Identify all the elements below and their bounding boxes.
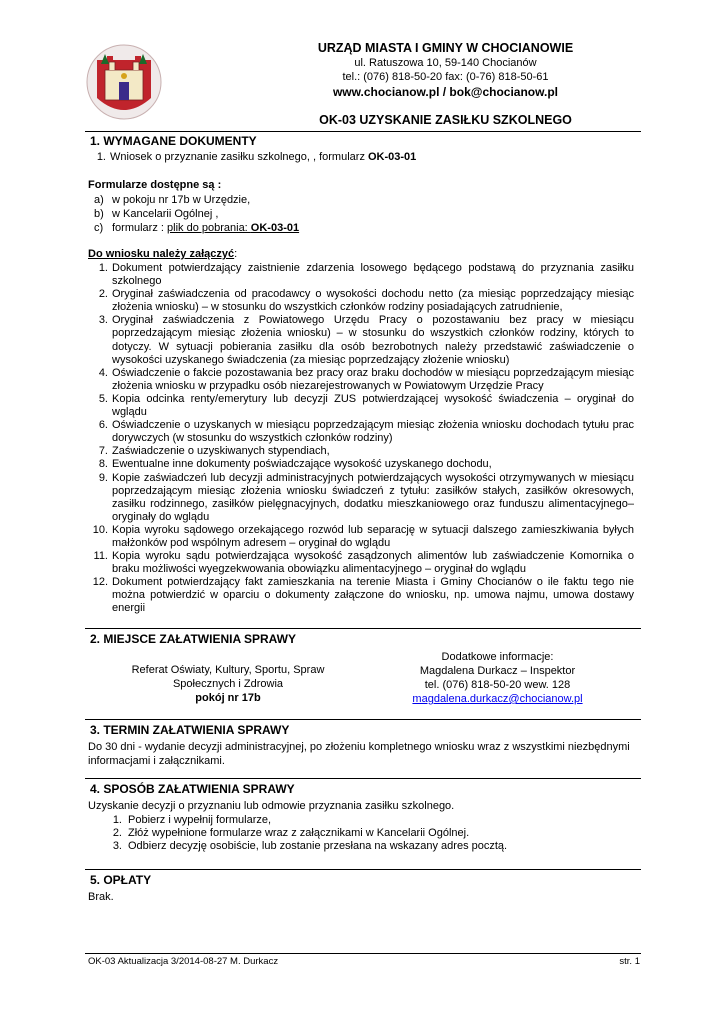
item-number: 1. xyxy=(98,262,108,274)
office-phone: tel.: (076) 818-50-20 fax: (0-76) 818-50-61 xyxy=(342,71,549,83)
section-2-title: 2. MIEJSCE ZAŁATWIENIA SPRAWY xyxy=(90,632,297,646)
item-number: b) xyxy=(94,208,104,220)
item-text: Pobierz i wypełnij formularze, xyxy=(128,814,272,826)
item-text: Oryginał zaświadczenia od pracodawcy o wysokości dochodu netto (za miesiąc poprzedzający miesiąc złożenia wniosku) – w stosunku do wszystkich członków rodziny posiadających zatrudnienie, xyxy=(112,288,634,314)
item-text: Kopia wyroku sądowego orzekającego rozwód lub separację w sytuacji dalszego zamieszkiwania byłych małżonków pod wspólnym adresem – oryginał do wglądu xyxy=(112,523,634,549)
forms-heading: Formularze dostępne są : xyxy=(88,179,222,191)
item-number: a) xyxy=(94,194,104,206)
item-text: Oryginał zaświadczenia z Powiatowego Urzędu Pracy o pozostawaniu bez pracy w miesiącu poprzedzającym miesiąc złożenia wniosku) – w stosunku do wszystkich członków rodziny, których to dotyczy. W sytuacji pobierania zasiłku dla osób bezrobotnych należy przedstawić zaświadczenie o wysokości uzyskanego świadczenia (za miesiąc poprzedzający złożenie wniosku) xyxy=(112,314,634,366)
office-address: ul. Ratuszowa 10, 59-140 Chocianów xyxy=(354,57,537,69)
department-line-1: Referat Oświaty, Kultury, Sportu, Spraw xyxy=(131,664,325,676)
office-header xyxy=(178,40,713,127)
list-item xyxy=(94,193,646,207)
office-web[interactable]: www.chocianow.pl xyxy=(332,85,440,99)
section-divider xyxy=(85,628,641,629)
item-number: 6. xyxy=(98,419,108,432)
list-item xyxy=(90,262,634,288)
list-item xyxy=(90,840,642,853)
footer-divider xyxy=(85,953,641,954)
coat-of-arms-emblem xyxy=(85,40,163,124)
list-item xyxy=(90,827,642,840)
form-c-prefix: formularz : xyxy=(112,222,168,234)
list-item xyxy=(90,550,634,576)
item-number: 12. xyxy=(92,576,108,589)
page-footer xyxy=(88,956,640,967)
item-number: 5. xyxy=(98,392,108,405)
item-number: 2. xyxy=(98,288,108,301)
item-text: Odbierz decyzję osobiście, lub zostanie przesłana na wskazany adres pocztą. xyxy=(128,840,508,853)
item-text: Złóż wypełnione formularze wraz z załącznikami w Kancelarii Ogólnej. xyxy=(128,827,470,840)
contact-name: Magdalena Durkacz – Inspektor xyxy=(419,665,576,677)
section-1-title: 1. WYMAGANE DOKUMENTY xyxy=(90,134,257,148)
list-item xyxy=(94,207,646,221)
page-number: str. 1 xyxy=(619,956,640,967)
card-title: OK-03 UZYSKANIE ZASIŁKU SZKOLNEGO xyxy=(319,113,572,127)
item-number: 11. xyxy=(93,550,108,563)
department-line-2: Społecznych i Zdrowia xyxy=(172,678,284,690)
web-separator: / xyxy=(439,85,450,99)
item-text: Zaświadczenie o uzyskiwanych stypendiach, xyxy=(112,445,330,458)
item-number: 1. xyxy=(96,151,106,163)
item-text: Kopia odcinka renty/emerytury lub decyzji ZUS potwierdzającej wysokość świadczenia – oryginał do wglądu xyxy=(112,392,634,419)
required-documents xyxy=(88,151,640,164)
office-email[interactable]: bok@chocianow.pl xyxy=(449,85,559,99)
contact-phone: tel. (076) 818-50-20 wew. 128 xyxy=(424,679,571,691)
section-divider xyxy=(85,778,641,779)
list-item xyxy=(90,576,634,615)
contact-email-link[interactable]: magdalena.durkacz@chocianow.pl xyxy=(412,693,583,705)
item-text: Dokument potwierdzający zaistnienie zdarzenia losowego będącego podstawą do przyznania zasiłku szkolnego xyxy=(112,262,634,288)
attachments-heading-text: Do wniosku należy załączyć xyxy=(88,248,235,260)
item-text: w pokoju nr 17b w Urzędzie, xyxy=(112,194,251,206)
item-text: w Kancelarii Ogólnej , xyxy=(112,208,219,220)
list-item xyxy=(90,314,634,366)
office-name: URZĄD MIASTA I GMINY W CHOCIANOWIE xyxy=(317,41,574,55)
list-item xyxy=(94,221,646,235)
list-item xyxy=(90,288,634,314)
item-number: 3. xyxy=(98,314,108,327)
item-number: 2. xyxy=(112,827,122,840)
list-item xyxy=(88,151,640,164)
section-divider xyxy=(85,719,641,720)
list-item xyxy=(90,458,634,471)
attachments-list xyxy=(90,262,634,616)
section-4-title: 4. SPOSÓB ZAŁATWIENIA SPRAWY xyxy=(90,782,295,796)
office-web-email xyxy=(178,84,713,100)
list-item xyxy=(90,393,634,419)
section-divider xyxy=(85,869,641,870)
item-number: 3. xyxy=(112,840,122,853)
procedure-steps xyxy=(90,814,642,853)
download-link-code: OK-03-01 xyxy=(250,222,300,234)
item-number: 8. xyxy=(98,458,108,471)
footer-revision: OK-03 Aktualizacja 3/2014-08-27 M. Durkacz xyxy=(88,956,279,967)
item-number: 7. xyxy=(98,445,108,458)
section-5-title: 5. OPŁATY xyxy=(90,873,152,887)
item-text: Ewentualne inne dokumenty poświadczające wysokość uzyskanego dochodu, xyxy=(112,458,492,471)
fees-text: Brak. xyxy=(88,891,114,903)
department-block xyxy=(88,663,368,705)
item-number: 4. xyxy=(98,366,108,379)
list-item xyxy=(90,367,634,393)
attachments-colon: : xyxy=(234,248,238,260)
section-3-title: 3. TERMIN ZAŁATWIENIA SPRAWY xyxy=(90,723,290,737)
download-link[interactable] xyxy=(167,222,299,234)
item-text: Kopie zaświadczeń lub decyzji administracyjnych potwierdzających wysokości otrzymywanych w miesiącu poprzedzającym miesiąc złożenia wniosku świadczeń z tytułu: zasiłków stałych, zasiłków okresowych, zasiłku rodzinnego, zasiłków pielęgnacyjnych, dodatku mieszkaniowego oraz funduszu alimentacyjnego– oryginały do wglądu xyxy=(112,471,634,523)
attachments-heading xyxy=(88,248,640,262)
deadline-text: Do 30 dni - wydanie decyzji administracyjnej, po złożeniu kompletnego wniosku wraz z wszystkimi niezbędnymi informacjami i załącznikami. xyxy=(88,741,630,767)
list-item xyxy=(90,419,634,445)
item-number: 10. xyxy=(92,523,108,536)
item-number: 1. xyxy=(112,814,122,826)
procedure-intro: Uzyskanie decyzji o przyznaniu lub odmowie przyznania zasiłku szkolnego. xyxy=(88,800,455,812)
list-item xyxy=(90,524,634,550)
item-text: Kopia wyroku sądu potwierdzająca wysokość zasądzonych alimentów lub zaświadczenie Komornika o braku możliwości wyegzekwowania obowiązku alimentacyjnego – oryginał do wglądu xyxy=(112,550,634,576)
contact-heading: Dodatkowe informacje: xyxy=(441,651,554,663)
section-divider xyxy=(85,131,641,132)
contact-block xyxy=(360,650,635,706)
item-number: 9. xyxy=(98,471,108,484)
room-number: pokój nr 17b xyxy=(195,692,261,704)
item-text: Dokument potwierdzający fakt zamieszkania na terenie Miasta i Gminy Chocianów o ile faktu tego nie można potwierdzić w oparciu o dokumenty załączone do wniosku, np. umowa najmu, umowa dostawy energii xyxy=(112,576,634,615)
list-item xyxy=(90,472,634,524)
download-link-label: plik do pobrania: xyxy=(167,222,251,234)
item-text: Oświadczenie o fakcie pozostawania bez pracy oraz braku dochodów w miesiącu poprzedzającym miesiąc złożenia wniosku w przypadku osób niezarejestrowanych w Powiatowym Urzędzie Pracy xyxy=(112,366,634,392)
form-code: OK-03-01 xyxy=(368,151,417,163)
forms-list xyxy=(94,193,646,235)
item-letter: c) xyxy=(94,222,104,234)
item-text: Oświadczenie o uzyskanych w miesiącu poprzedzającym miesiąc złożenia wniosku dochodach tytułu prac dorywczych (w stosunku do wszystkich członków rodziny) xyxy=(112,419,634,445)
item-text: Wniosek o przyznanie zasiłku szkolnego, , formularz xyxy=(110,151,368,163)
list-item xyxy=(90,814,642,827)
list-item xyxy=(90,445,634,458)
